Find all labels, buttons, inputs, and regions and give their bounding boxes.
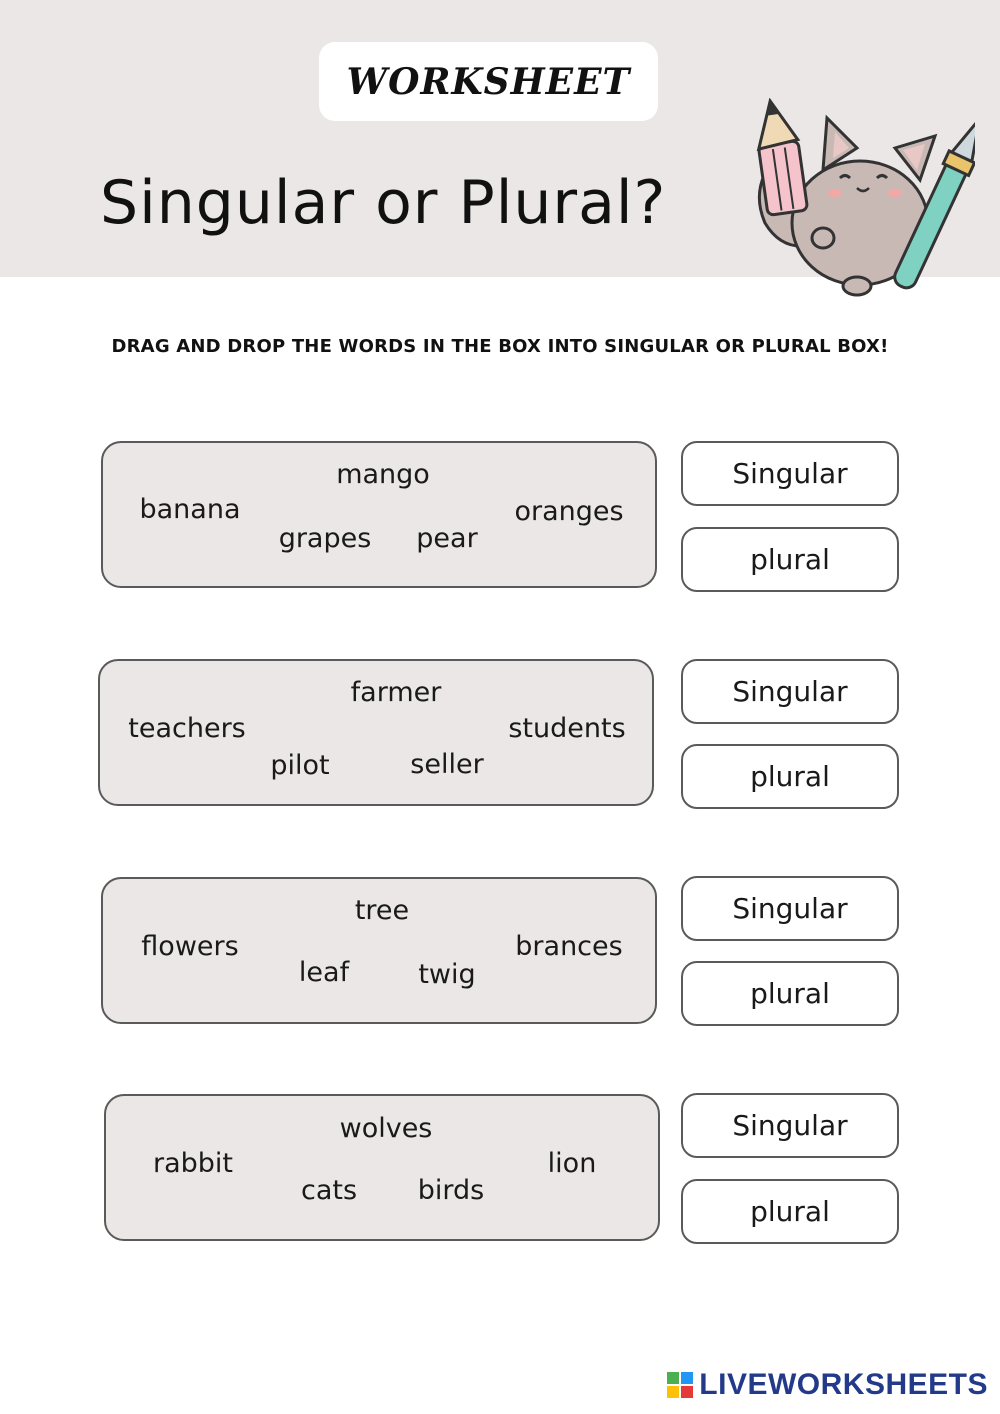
word-bank-box [101, 877, 657, 1024]
draggable-word[interactable]: banana [139, 494, 241, 525]
word-bank-box [98, 659, 654, 806]
draggable-word[interactable]: seller [410, 749, 484, 780]
draggable-word[interactable]: wolves [339, 1113, 433, 1144]
footer-brand-text: LIVEWORKSHEETS [699, 1368, 988, 1401]
plural-label: plural [750, 1195, 830, 1228]
liveworksheets-logo-icon [667, 1372, 693, 1398]
singular-label: Singular [732, 1109, 848, 1142]
draggable-word[interactable]: pear [416, 523, 478, 554]
worksheet-badge [319, 42, 658, 121]
plural-drop-zone[interactable] [681, 961, 899, 1026]
draggable-word[interactable]: rabbit [152, 1148, 234, 1179]
singular-drop-zone[interactable] [681, 441, 899, 506]
cat-mascot-icon [745, 98, 975, 303]
singular-drop-zone[interactable] [681, 876, 899, 941]
plural-label: plural [750, 543, 830, 576]
draggable-word[interactable]: lion [547, 1148, 597, 1179]
draggable-word[interactable]: mango [336, 459, 430, 490]
worksheet-badge-label: WORKSHEET [346, 60, 631, 103]
plural-label: plural [750, 760, 830, 793]
draggable-word[interactable]: teachers [128, 713, 246, 744]
singular-drop-zone[interactable] [681, 659, 899, 724]
draggable-word[interactable]: brances [515, 931, 623, 962]
draggable-word[interactable]: tree [354, 895, 410, 926]
draggable-word[interactable]: students [508, 713, 626, 744]
plural-label: plural [750, 977, 830, 1010]
draggable-word[interactable]: pilot [270, 750, 330, 781]
draggable-word[interactable]: twig [418, 959, 476, 990]
singular-label: Singular [732, 892, 848, 925]
draggable-word[interactable]: flowers [141, 931, 239, 962]
draggable-word[interactable]: grapes [278, 523, 372, 554]
word-bank-box [101, 441, 657, 588]
singular-label: Singular [732, 457, 848, 490]
page-title: Singular or Plural? [100, 168, 667, 238]
word-bank-box [104, 1094, 660, 1241]
footer-brand [667, 1368, 988, 1402]
draggable-word[interactable]: oranges [514, 496, 624, 527]
draggable-word[interactable]: farmer [350, 677, 442, 708]
plural-drop-zone[interactable] [681, 1179, 899, 1244]
singular-label: Singular [732, 675, 848, 708]
plural-drop-zone[interactable] [681, 744, 899, 809]
draggable-word[interactable]: cats [300, 1175, 358, 1206]
instruction-text: DRAG AND DROP THE WORDS IN THE BOX INTO SINGULAR OR PLURAL BOX! [111, 336, 889, 357]
draggable-word[interactable]: leaf [298, 957, 350, 988]
plural-drop-zone[interactable] [681, 527, 899, 592]
draggable-word[interactable]: birds [417, 1175, 485, 1206]
singular-drop-zone[interactable] [681, 1093, 899, 1158]
